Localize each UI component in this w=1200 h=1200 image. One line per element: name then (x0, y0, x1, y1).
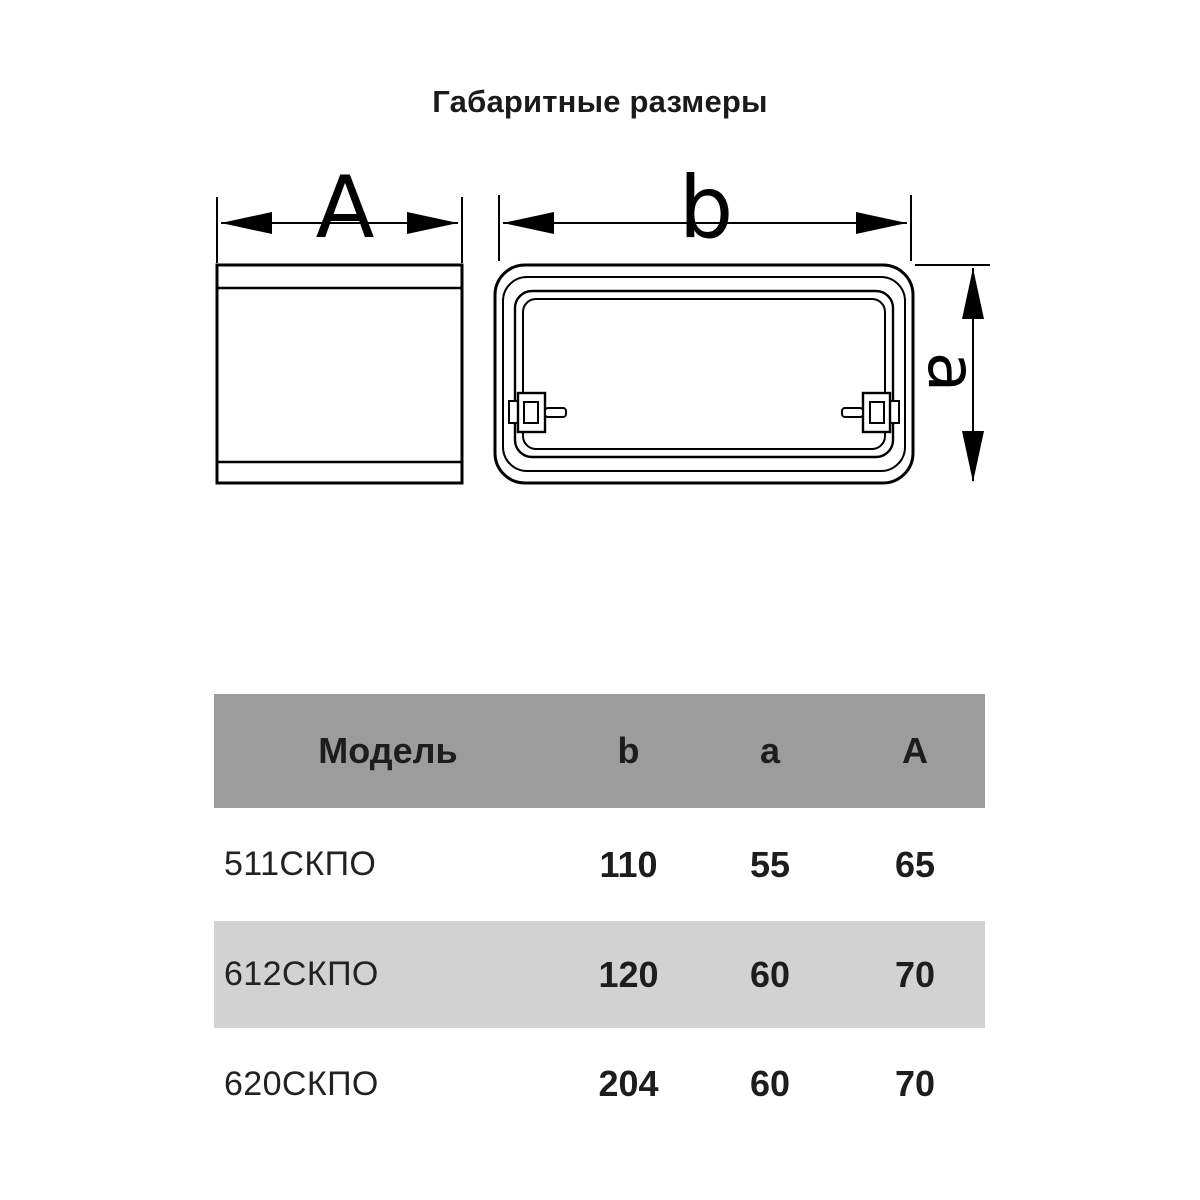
value-a: 60 (749, 953, 791, 995)
side-view-drawing (217, 158, 462, 483)
value-a: 55 (749, 843, 791, 885)
model-name: 612СКПО (224, 955, 379, 993)
model-name: 620СКПО (224, 1064, 379, 1103)
arrowhead-right-icon (407, 212, 458, 234)
dimension-label-a: a (913, 351, 990, 393)
duct-body-outline (217, 265, 462, 483)
arrowhead-right-icon (856, 212, 907, 234)
value-b: 110 (599, 843, 658, 885)
table-row (214, 921, 985, 1028)
table-header-row (214, 694, 985, 808)
arrowhead-left-icon (221, 212, 272, 234)
flange-contour-inner (523, 299, 885, 449)
value-b: 204 (598, 1063, 659, 1104)
value-a: 60 (749, 1063, 791, 1104)
table-header-model: Модель (318, 730, 458, 771)
table-row (214, 1028, 985, 1140)
value-A: 70 (894, 1063, 936, 1104)
arrowhead-up-icon (962, 268, 984, 319)
arrowhead-down-icon (962, 431, 984, 482)
arrowhead-left-icon (503, 212, 554, 234)
table-header-b: b (617, 730, 640, 771)
value-A: 65 (894, 843, 936, 885)
table-row (214, 808, 985, 921)
table-header-A: A (902, 730, 928, 771)
table-header-a: a (759, 730, 781, 771)
dimension-label-b: b (678, 158, 734, 258)
value-A: 70 (894, 953, 936, 995)
dimensions-diagram (0, 140, 1200, 540)
value-b: 120 (598, 953, 659, 995)
page-title: Габаритные размеры (432, 84, 768, 119)
dimensions-table (214, 694, 985, 1140)
front-view-drawing (495, 158, 990, 483)
dimension-label-A: A (315, 158, 375, 258)
model-name: 511СКПО (224, 845, 377, 883)
